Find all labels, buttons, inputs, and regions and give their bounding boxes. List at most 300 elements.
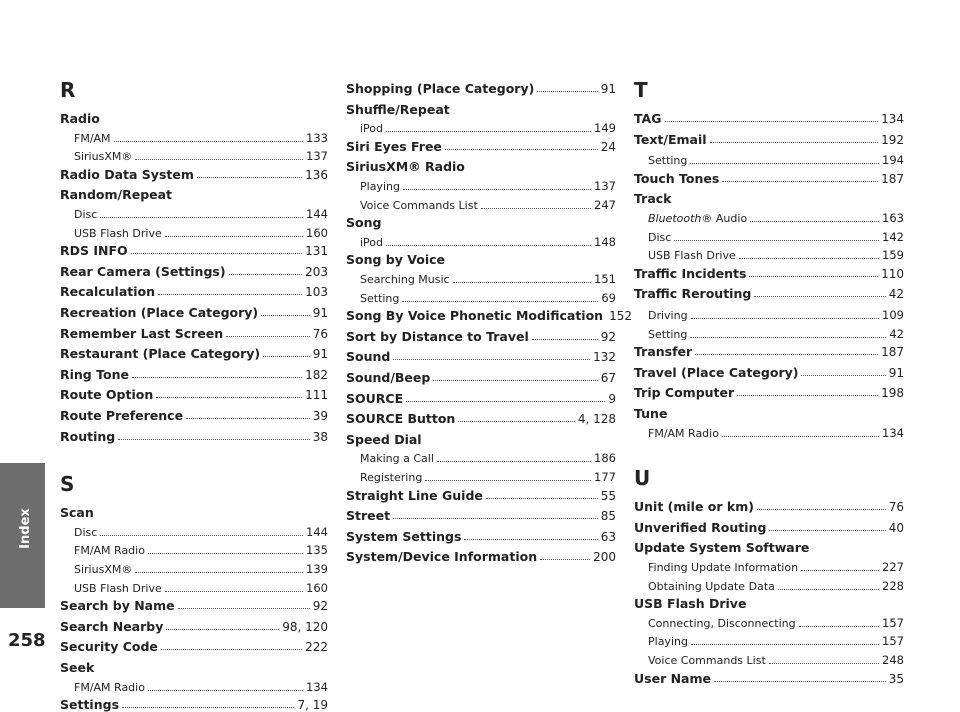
index-entry[interactable]	[60, 384, 328, 402]
page-reference: 194	[882, 153, 904, 168]
entry-label: FM/AM	[74, 131, 111, 145]
section-letter: S	[60, 472, 75, 497]
leader-dots	[100, 534, 303, 536]
leader-dots	[156, 396, 302, 398]
leader-dots	[769, 529, 885, 531]
entry-label: Radio	[60, 111, 100, 126]
leader-dots	[261, 314, 310, 316]
page-reference: 39	[312, 409, 328, 423]
leader-dots	[690, 336, 886, 338]
entry-label: Travel (Place Category)	[634, 364, 799, 380]
section-letter: U	[634, 466, 651, 491]
entry-label: System/Device Information	[346, 549, 538, 565]
leader-dots	[178, 607, 310, 609]
page-reference: 63	[600, 529, 616, 544]
index-entry[interactable]	[346, 505, 616, 523]
index-subentry[interactable]	[634, 323, 904, 341]
leader-dots	[100, 216, 303, 218]
leader-dots	[386, 244, 591, 246]
index-subentry[interactable]	[634, 207, 904, 225]
entry-label: Trip Computer	[634, 385, 735, 401]
leader-dots	[464, 538, 597, 540]
leader-dots	[165, 235, 303, 237]
leader-dots	[749, 275, 878, 277]
index-entry[interactable]	[60, 261, 328, 279]
page-reference: 135	[306, 543, 328, 558]
index-subentry[interactable]	[634, 422, 904, 440]
index-heading	[346, 429, 616, 447]
entry-label: Restaurant (Place Category)	[60, 346, 261, 362]
entry-label: Street	[346, 508, 391, 524]
entry-label: iPod	[360, 122, 384, 136]
index-subentry[interactable]	[346, 268, 616, 286]
page-reference: 91	[312, 306, 328, 320]
entry-label: iPod	[360, 235, 384, 249]
page-reference: 187	[881, 171, 904, 186]
index-heading	[346, 212, 616, 230]
index-entry[interactable]	[346, 136, 616, 154]
entry-label: SOURCE Button	[346, 411, 456, 427]
leader-dots	[226, 335, 310, 337]
index-subentry[interactable]	[346, 231, 616, 249]
leader-dots	[122, 706, 294, 708]
index-heading	[346, 99, 616, 117]
index-entry[interactable]	[60, 164, 328, 182]
page-reference: 133	[306, 130, 328, 145]
index-entry[interactable]	[346, 78, 616, 96]
page-reference: 198	[881, 386, 904, 401]
entry-label: Making a Call	[360, 452, 434, 466]
entry-label: Obtaining Update Data	[648, 579, 775, 593]
page-reference: 192	[881, 132, 904, 147]
entry-label: Ring Tone	[60, 366, 129, 382]
entry-label: Unit (mile or km)	[634, 499, 754, 515]
leader-dots	[486, 497, 598, 499]
index-heading	[346, 249, 616, 267]
entry-label: Text/Email	[634, 131, 707, 147]
entry-label: Settings	[60, 697, 120, 712]
index-heading	[634, 593, 904, 611]
leader-dots	[114, 140, 304, 142]
leader-dots	[481, 207, 591, 209]
leader-dots	[769, 662, 879, 664]
index-entry[interactable]	[60, 426, 328, 444]
leader-dots	[433, 379, 597, 381]
page-reference: 186	[594, 451, 616, 466]
leader-dots	[148, 689, 303, 691]
index-entry[interactable]	[60, 343, 328, 361]
index-entry[interactable]	[346, 546, 616, 564]
leader-dots	[135, 571, 303, 573]
entry-label: Driving	[648, 309, 688, 322]
index-subentry[interactable]	[634, 226, 904, 244]
leader-dots	[722, 435, 879, 437]
leader-dots	[386, 130, 591, 132]
leader-dots	[158, 293, 302, 295]
page-reference: 98, 120	[282, 619, 328, 634]
entry-label: Track	[634, 191, 672, 207]
index-entry[interactable]	[634, 129, 904, 147]
index-entry[interactable]	[634, 168, 904, 186]
page-reference: 103	[305, 285, 328, 300]
leader-dots	[161, 648, 302, 650]
entry-label: Shopping (Place Category)	[346, 81, 535, 96]
index-subentry[interactable]	[634, 556, 904, 574]
index-heading	[634, 537, 904, 555]
leader-dots	[754, 295, 885, 297]
page-reference: 134	[881, 112, 904, 126]
index-subentry[interactable]	[346, 175, 616, 193]
page-reference: 200	[593, 550, 616, 565]
entry-label: Random/Repeat	[60, 187, 173, 203]
leader-dots	[118, 438, 310, 440]
index-subentry[interactable]	[60, 145, 328, 163]
index-subentry[interactable]	[346, 287, 616, 305]
entry-label: Seek	[60, 660, 95, 675]
entry-label: Straight Line Guide	[346, 487, 483, 503]
entry-label: RDS INFO	[60, 243, 128, 259]
index-entry[interactable]	[346, 305, 632, 324]
page-reference: 228	[882, 578, 904, 593]
index-entry[interactable]	[60, 405, 328, 423]
index-subentry[interactable]	[634, 649, 904, 667]
index-subentry[interactable]	[346, 466, 616, 484]
leader-dots	[537, 90, 597, 92]
entry-label: Song by Voice	[346, 252, 445, 268]
index-subentry[interactable]	[60, 222, 328, 240]
entry-label: Recreation (Place Category)	[60, 305, 259, 320]
page-reference: 7, 19	[297, 698, 328, 712]
leader-dots	[695, 353, 878, 355]
entry-label: Setting	[648, 327, 688, 341]
entry-label: Rear Camera (Settings)	[60, 263, 226, 279]
page-reference: 76	[312, 326, 328, 341]
index-entry[interactable]	[346, 367, 616, 385]
index-entry[interactable]	[346, 326, 616, 344]
page-reference: 42	[889, 326, 904, 341]
entry-label: Update System Software	[634, 540, 810, 556]
page-reference: 248	[882, 653, 904, 667]
leader-dots	[750, 220, 879, 222]
page-reference: 131	[305, 244, 328, 259]
index-subentry[interactable]	[634, 244, 904, 262]
leader-dots	[197, 176, 302, 178]
entry-label: Remember Last Screen	[60, 325, 224, 341]
page-reference: 55	[600, 488, 616, 503]
page-reference: 247	[594, 197, 616, 212]
index-heading	[634, 403, 904, 421]
page-reference: 136	[305, 167, 328, 182]
entry-label: Playing	[360, 180, 400, 193]
page-reference: 110	[881, 266, 904, 281]
leader-dots	[801, 374, 885, 376]
entry-label: SiriusXM®	[74, 563, 133, 576]
index-subentry[interactable]	[60, 676, 328, 694]
entry-label: USB Flash Drive	[634, 596, 747, 612]
index-heading	[60, 657, 328, 675]
page-reference: 222	[305, 640, 328, 655]
leader-dots	[674, 239, 879, 241]
page-reference: 148	[594, 234, 616, 249]
index-entry[interactable]	[60, 694, 328, 712]
page-reference: 24	[600, 139, 616, 154]
entry-label: Routing	[60, 428, 116, 444]
entry-label: FM/AM Radio	[74, 680, 145, 694]
entry-label: SiriusXM®	[74, 150, 133, 164]
page-reference: 42	[888, 287, 904, 302]
leader-dots	[540, 558, 590, 560]
leader-dots	[739, 257, 879, 259]
entry-label: Route Option	[60, 387, 154, 403]
entry-label: Search Nearby	[60, 618, 164, 634]
entry-label: SiriusXM® Radio	[346, 159, 465, 175]
leader-dots	[801, 569, 879, 571]
page-reference: 91	[888, 365, 904, 380]
page-reference: 35	[888, 671, 904, 686]
leader-dots	[691, 643, 879, 645]
index-entry[interactable]	[346, 388, 616, 406]
leader-dots	[148, 552, 303, 554]
index-subentry[interactable]	[634, 612, 904, 630]
entry-label: Voice Commands List	[648, 654, 766, 667]
leader-dots	[722, 180, 878, 182]
entry-label: Traffic Incidents	[634, 265, 747, 281]
index-entry[interactable]	[346, 408, 616, 426]
entry-label: Route Preference	[60, 408, 184, 423]
index-subentry[interactable]	[634, 304, 904, 322]
entry-label: User Name	[634, 670, 711, 686]
index-entry[interactable]	[346, 485, 616, 503]
page-reference: 177	[594, 470, 616, 484]
index-subentry[interactable]	[60, 577, 328, 595]
entry-label: Bluetooth® Audio	[648, 212, 748, 225]
index-heading	[60, 108, 328, 126]
page-reference: 92	[600, 329, 616, 344]
index-heading	[346, 156, 616, 174]
leader-dots	[458, 420, 574, 422]
leader-dots	[445, 148, 598, 150]
page-reference: 134	[882, 425, 904, 440]
entry-label: Tune	[634, 406, 668, 421]
leader-dots	[425, 479, 591, 481]
page-reference: 132	[593, 350, 616, 365]
index-subentry[interactable]	[60, 127, 328, 145]
entry-label: Shuffle/Repeat	[346, 101, 450, 117]
index-entry[interactable]	[634, 382, 904, 400]
leader-dots	[393, 517, 598, 519]
page-reference: 203	[305, 264, 328, 279]
entry-label: Touch Tones	[634, 170, 720, 186]
leader-dots	[165, 590, 303, 592]
entry-label: FM/AM Radio	[74, 544, 145, 558]
leader-dots	[437, 460, 591, 462]
entry-label: Disc	[648, 230, 672, 244]
index-entry[interactable]	[634, 283, 904, 301]
page-reference: 134	[306, 679, 328, 694]
leader-dots	[453, 281, 591, 283]
leader-dots	[778, 588, 879, 590]
entry-label: Security Code	[60, 639, 158, 655]
entry-label: Voice Commands List	[360, 198, 478, 212]
entry-label: USB Flash Drive	[74, 226, 162, 240]
entry-label: Traffic Rerouting	[634, 286, 752, 302]
leader-dots	[757, 508, 886, 510]
page-reference: 163	[882, 211, 904, 225]
index-subentry[interactable]	[60, 203, 328, 221]
page-reference: 182	[305, 367, 328, 382]
page-reference: 139	[306, 562, 328, 576]
page-reference: 144	[306, 524, 328, 539]
leader-dots	[393, 358, 590, 360]
index-heading	[60, 184, 328, 202]
page-reference: 38	[312, 429, 328, 444]
leader-dots	[665, 120, 879, 122]
page-reference: 67	[600, 371, 616, 385]
index-entry[interactable]	[60, 281, 328, 299]
leader-dots	[737, 394, 878, 396]
index-side-tab	[0, 463, 45, 608]
leader-dots	[263, 355, 310, 357]
entry-label: Scan	[60, 505, 94, 521]
entry-label: Unverified Routing	[634, 519, 767, 535]
entry-label: Setting	[360, 291, 400, 305]
entry-label: TAG	[634, 111, 662, 126]
page-reference: 151	[594, 272, 616, 286]
page-reference: 137	[306, 149, 328, 164]
index-entry[interactable]	[346, 526, 616, 544]
page-reference: 137	[594, 179, 616, 193]
entry-label: USB Flash Drive	[648, 249, 736, 263]
entry-label: Connecting, Disconnecting	[648, 616, 796, 630]
page-reference: 9	[608, 391, 616, 406]
leader-dots	[403, 188, 591, 190]
index-entry[interactable]	[634, 517, 904, 535]
index-heading	[634, 188, 904, 206]
index-entry[interactable]	[60, 364, 328, 382]
page-reference: 69	[601, 290, 616, 305]
index-subentry[interactable]	[60, 539, 328, 557]
leader-dots	[532, 338, 598, 340]
page-reference: 157	[882, 615, 904, 630]
entry-label: Sort by Distance to Travel	[346, 328, 529, 344]
page-reference: 111	[305, 388, 328, 403]
index-subentry[interactable]	[634, 575, 904, 593]
index-entry[interactable]	[60, 616, 328, 634]
entry-label: FM/AM Radio	[648, 426, 719, 440]
entry-label: SOURCE	[346, 390, 404, 406]
index-entry[interactable]	[60, 302, 328, 320]
index-subentry[interactable]	[60, 521, 328, 539]
page-reference: 160	[306, 580, 328, 595]
page-reference: 91	[600, 82, 616, 96]
leader-dots	[186, 417, 310, 419]
page-reference: 4, 128	[577, 412, 616, 427]
leader-dots	[710, 141, 879, 143]
page-reference: 40	[888, 520, 904, 535]
page-reference: 144	[306, 207, 328, 221]
entry-label: System Settings	[346, 528, 462, 544]
entry-label: Siri Eyes Free	[346, 138, 442, 154]
index-entry[interactable]	[60, 240, 328, 258]
entry-label: Speed Dial	[346, 431, 422, 447]
leader-dots	[714, 680, 886, 682]
page-reference: 160	[306, 225, 328, 240]
index-entry[interactable]	[634, 108, 904, 126]
entry-label: Playing	[648, 635, 688, 649]
leader-dots	[229, 273, 303, 275]
leader-dots	[131, 252, 302, 254]
index-entry[interactable]	[634, 668, 904, 686]
page-reference: 76	[888, 500, 904, 515]
index-subentry[interactable]	[346, 194, 616, 212]
index-entry[interactable]	[60, 595, 328, 613]
index-entry[interactable]	[60, 636, 328, 654]
index-entry[interactable]	[346, 346, 616, 364]
entry-label: Registering	[360, 471, 423, 484]
entry-label: Search by Name	[60, 598, 175, 614]
leader-dots	[402, 300, 598, 302]
page-reference: 159	[882, 248, 904, 263]
leader-dots	[166, 628, 279, 630]
side-tab-label: Index	[18, 508, 33, 549]
entry-label: Finding Update Information	[648, 561, 799, 574]
leader-dots	[799, 625, 879, 627]
leader-dots	[132, 376, 302, 378]
page-reference: 227	[882, 560, 904, 574]
leader-dots	[406, 400, 605, 402]
page-reference: 109	[882, 308, 904, 322]
page-reference: 92	[312, 599, 328, 614]
index-entry[interactable]	[634, 496, 904, 514]
section-letter: T	[634, 78, 648, 102]
entry-label: Sound	[346, 349, 391, 365]
index-entry[interactable]	[634, 362, 904, 380]
page-number: 258	[8, 630, 46, 651]
index-subentry[interactable]	[60, 558, 328, 576]
index-subentry[interactable]	[346, 117, 616, 135]
entry-label: Radio Data System	[60, 166, 194, 182]
page-reference: 152	[609, 309, 632, 324]
index-subentry[interactable]	[634, 149, 904, 167]
section-letter: R	[60, 78, 76, 102]
page-reference: 149	[594, 121, 616, 136]
leader-dots	[691, 317, 879, 319]
index-heading	[60, 502, 328, 520]
index-subentry[interactable]	[634, 630, 904, 648]
index-entry[interactable]	[60, 323, 328, 341]
index-subentry[interactable]	[346, 447, 616, 465]
index-entry[interactable]	[634, 341, 904, 359]
entry-label: Recalculation	[60, 284, 156, 300]
entry-label: USB Flash Drive	[74, 581, 162, 595]
entry-label: Song By Voice Phonetic Modification	[346, 308, 604, 324]
leader-dots	[690, 162, 879, 164]
entry-label: Sound/Beep	[346, 370, 431, 385]
entry-label: Setting	[648, 154, 688, 168]
page-reference: 85	[600, 509, 616, 524]
index-entry[interactable]	[634, 263, 904, 281]
entry-label: Song	[346, 215, 382, 231]
entry-label: Transfer	[634, 344, 693, 360]
page-reference: 142	[882, 229, 904, 244]
page-reference: 157	[882, 634, 904, 649]
entry-label: Disc	[74, 525, 98, 539]
entry-label: Searching Music	[360, 273, 450, 286]
leader-dots	[135, 158, 303, 160]
page-reference: 187	[881, 345, 904, 360]
entry-label: Disc	[74, 208, 98, 221]
page-reference: 91	[312, 347, 328, 362]
